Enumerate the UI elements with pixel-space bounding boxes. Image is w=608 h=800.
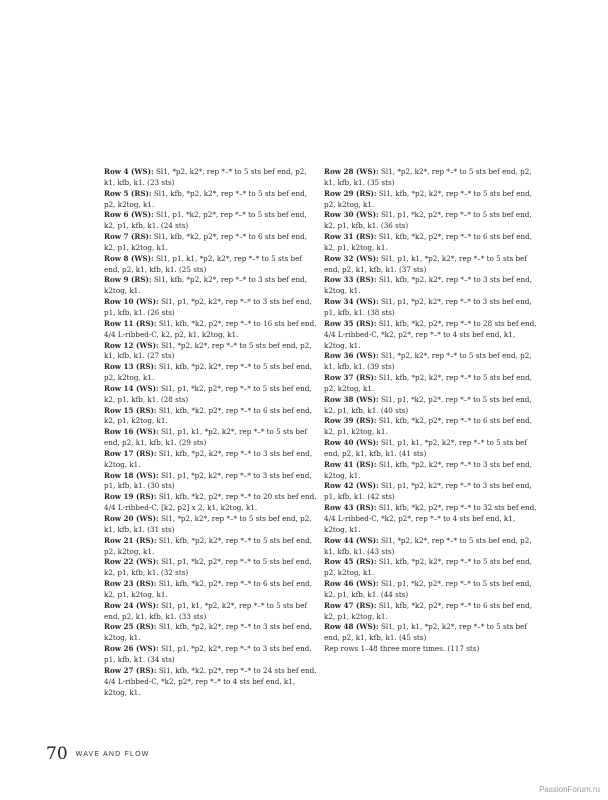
pattern-row bbox=[104, 362, 318, 384]
pattern-row bbox=[324, 601, 538, 623]
row-label: Row 7 (RS): bbox=[104, 232, 152, 242]
row-text: Sl1, p1, *p2, k2*, rep *–* to 3 sts bef end, p1, kfb, k1. (34 sts) bbox=[104, 644, 312, 664]
row-label: Row 10 (WS): bbox=[104, 297, 159, 307]
row-text: Sl1, kfb, *p2, k2*, rep *–* to 5 sts bef end, p2, k2tog, k1. bbox=[104, 535, 312, 556]
row-label: Row 36 (WS): bbox=[324, 351, 379, 361]
row-label: Row 18 (WS): bbox=[104, 470, 159, 480]
row-text: Sl1, kfb, *p2, k2*, rep *–* to 5 sts bef end, p2, k2tog, k1. bbox=[104, 188, 307, 209]
pattern-row bbox=[324, 167, 538, 189]
repeat-instruction bbox=[324, 644, 538, 655]
row-text: Rep rows 1–48 three more times. (117 sts) bbox=[324, 644, 480, 654]
page-footer bbox=[46, 744, 150, 764]
row-text: Sl1, kfb, *p2, k2*, rep *–* to 3 sts bef end, k2tog, k1. bbox=[104, 448, 312, 469]
row-text: Sl1, kfb, *k2, p2*, rep *–* to 32 sts bef end, 4/4 L-ribbed-C, *k2, p2*, rep *–* to 4 sts bef end, k1, k2tog, k1. bbox=[324, 503, 537, 534]
watermark: PassionForum.ru bbox=[539, 785, 600, 794]
row-text: Sl1, kfb, *k2, p2*, rep *–* to 6 sts bef end, k2, p1, k2tog, k1. bbox=[324, 416, 532, 437]
row-label: Row 4 (WS): bbox=[104, 167, 154, 176]
pattern-row bbox=[104, 427, 318, 449]
row-text: Sl1, p1, *k2, p2*, rep *–* to 5 sts bef end, k2, p1, kfb, k1. (44 sts) bbox=[324, 579, 532, 599]
row-text: Sl1, kfb, *k2, p2*, rep *–* to 6 sts bef end, k2, p1, k2tog, k1. bbox=[324, 232, 532, 252]
row-label: Row 13 (RS): bbox=[104, 362, 157, 372]
row-label: Row 17 (RS): bbox=[104, 448, 157, 458]
row-label: Row 5 (RS): bbox=[104, 188, 152, 198]
row-label: Row 46 (WS): bbox=[324, 579, 379, 589]
row-text: Sl1, *p2, k2*, rep *–* to 5 sts bef end, p2, k1, kfb, k1. (23 sts) bbox=[104, 167, 307, 187]
row-text: Sl1, kfb, *p2, k2*, rep *–* to 5 sts bef end, p2, k2tog, k1. bbox=[324, 373, 532, 393]
row-text: Sl1, p1, k1, *p2, k2*, rep *–* to 5 sts bef end, p2, k1, kfb, k1. (33 sts) bbox=[104, 600, 308, 621]
row-text: Sl1, *p2, k2*, rep *–* to 5 sts bef end, p2, k1, kfb, k1. (43 sts) bbox=[324, 535, 532, 556]
pattern-row bbox=[324, 210, 538, 232]
row-label: Row 24 (WS): bbox=[104, 600, 159, 610]
row-label: Row 41 (RS): bbox=[324, 459, 377, 469]
pattern-row bbox=[104, 254, 318, 276]
row-label: Row 26 (WS): bbox=[104, 644, 159, 654]
row-text: Sl1, kfb, *k2, p2*, rep *–* to 6 sts bef end, k2, p1, k2tog, k1. bbox=[324, 600, 532, 621]
pattern-row bbox=[324, 275, 538, 297]
row-label: Row 31 (RS): bbox=[324, 232, 377, 242]
pattern-row bbox=[104, 189, 318, 211]
row-label: Row 23 (RS): bbox=[104, 579, 157, 589]
row-text: Sl1, kfb, *k2, p2*, rep *–* to 20 sts bef end, 4/4 L-ribbed-C, [k2, p2] x 2, k1, k2tog, k1. bbox=[104, 492, 317, 513]
pattern-row bbox=[324, 536, 538, 558]
row-text: Sl1, kfb, *k2, p2*, rep *–* to 16 sts bef end, 4/4 L-ribbed-C, k2, p2, k1, k2tog, k1. bbox=[104, 318, 317, 339]
pattern-row bbox=[104, 232, 318, 254]
row-label: Row 43 (RS): bbox=[324, 503, 377, 513]
row-label: Row 32 (WS): bbox=[324, 253, 379, 263]
pattern-row bbox=[104, 471, 318, 493]
row-label: Row 29 (RS): bbox=[324, 188, 377, 198]
row-label: Row 39 (RS): bbox=[324, 416, 377, 426]
row-text: Sl1, kfb, *p2, k2*, rep *–* to 5 sts bef end, p2, k2tog, k1. bbox=[324, 557, 532, 578]
pattern-row bbox=[104, 536, 318, 558]
row-text: Sl1, p1, *k2, p2*, rep *–* to 5 sts bef end, k2, p1, kfb, k1. (36 sts) bbox=[324, 210, 532, 231]
row-text: Sl1, kfb, *p2, k2*, rep *–* to 3 sts bef end, k2tog, k1. bbox=[324, 459, 532, 480]
row-label: Row 34 (WS): bbox=[324, 297, 379, 307]
row-text: Sl1, kfb, *p2, k2*, rep *–* to 5 sts bef end, p2, k2tog, k1. bbox=[104, 362, 312, 383]
row-label: Row 16 (WS): bbox=[104, 427, 159, 437]
pattern-row bbox=[104, 297, 318, 319]
row-text: Sl1, p1, k1, *p2, k2*, rep *–* to 5 sts bef end, p2, k1, kfb, k1. (45 sts) bbox=[324, 622, 528, 643]
row-text: Sl1, kfb, *k2, p2*, rep *–* to 24 sts bef end, 4/4 L-ribbed-C, *k2, p2*, rep *–* to 4 sts bef end, k1, k2tog, k1. bbox=[104, 665, 317, 697]
row-text: Sl1, *p2, k2*, rep *–* to 5 sts bef end, p2, k1, kfb, k1. (27 sts) bbox=[104, 340, 312, 361]
row-label: Row 19 (RS): bbox=[104, 492, 157, 502]
pattern-row bbox=[104, 275, 318, 297]
pattern-row bbox=[324, 481, 538, 503]
pattern-row bbox=[324, 319, 538, 352]
pattern-row bbox=[324, 416, 538, 438]
pattern-row bbox=[324, 579, 538, 601]
row-label: Row 44 (WS): bbox=[324, 535, 379, 545]
row-label: Row 11 (RS): bbox=[104, 318, 157, 328]
pattern-row bbox=[324, 232, 538, 254]
pattern-row bbox=[324, 622, 538, 644]
row-label: Row 48 (WS): bbox=[324, 622, 379, 632]
row-text: Sl1, p1, *k2, p2*, rep *–* to 5 sts bef end, k2, p1, kfb, k1. (28 sts) bbox=[104, 383, 312, 404]
pattern-row bbox=[104, 449, 318, 471]
row-label: Row 40 (WS): bbox=[324, 438, 379, 448]
pattern-row bbox=[324, 189, 538, 211]
row-text: Sl1, kfb, *p2, k2*, rep *–* to 3 sts bef end, k2tog, k1. bbox=[104, 275, 307, 296]
row-text: Sl1, p1, *p2, k2*, rep *–* to 3 sts bef end, p1, kfb, k1. (42 sts) bbox=[324, 481, 532, 502]
row-label: Row 25 (RS): bbox=[104, 622, 157, 632]
row-label: Row 47 (RS): bbox=[324, 600, 377, 610]
row-text: Sl1, kfb, *p2, k2*, rep *–* to 5 sts bef end, p2, k2tog, k1. bbox=[324, 188, 532, 209]
row-label: Row 12 (WS): bbox=[104, 340, 159, 350]
instructions-left-column bbox=[104, 167, 318, 698]
row-label: Row 20 (WS): bbox=[104, 514, 159, 523]
row-text: Sl1, p1, *k2, p2*, rep *–* to 5 sts bef end, k2, p1, kfb, k1. (24 sts) bbox=[104, 210, 307, 231]
row-label: Row 27 (RS): bbox=[104, 665, 157, 675]
row-text: Sl1, kfb, *k2, p2*, rep *–* to 28 sts bef end, 4/4 L-ribbed-C, *k2, p2*, rep *–* to 4 sts bef end, k1, k2tog, k1. bbox=[324, 318, 537, 350]
row-text: Sl1, *p2, k2*, rep *–* to 5 sts bef end, p2, k1, kfb, k1. (31 sts) bbox=[104, 514, 312, 534]
row-label: Row 14 (WS): bbox=[104, 383, 159, 393]
row-text: Sl1, kfb, *p2, k2*, rep *–* to 3 sts bef end, k2tog, k1. bbox=[104, 622, 312, 643]
row-text: Sl1, kfb, *p2, k2*, rep *–* to 3 sts bef end, k2tog, k1. bbox=[324, 275, 532, 296]
instructions-right-column bbox=[324, 167, 538, 655]
row-text: Sl1, p1, k1, *p2, k2*, rep *–* to 5 sts bef end, p2, k1, kfb, k1. (37 sts) bbox=[324, 253, 528, 274]
pattern-row bbox=[104, 492, 318, 514]
pattern-row bbox=[104, 579, 318, 601]
row-label: Row 8 (WS): bbox=[104, 253, 154, 263]
row-text: Sl1, *p2, k2*, rep *–* to 5 sts bef end, p2, k1, kfb, k1. (35 sts) bbox=[324, 167, 532, 187]
row-label: Row 15 (RS): bbox=[104, 405, 157, 415]
pattern-row bbox=[324, 297, 538, 319]
pattern-row bbox=[104, 557, 318, 579]
pattern-row bbox=[104, 384, 318, 406]
pattern-row bbox=[104, 601, 318, 623]
row-text: Sl1, p1, *k2, p2*, rep *–* to 5 sts bef end, k2, p1, kfb, k1. (32 sts) bbox=[104, 557, 312, 578]
row-label: Row 9 (RS): bbox=[104, 275, 152, 285]
row-label: Row 21 (RS): bbox=[104, 535, 157, 545]
pattern-row bbox=[324, 395, 538, 417]
pattern-row bbox=[104, 406, 318, 428]
pattern-row bbox=[324, 503, 538, 536]
pattern-row bbox=[324, 373, 538, 395]
row-label: Row 45 (RS): bbox=[324, 557, 377, 567]
pattern-row bbox=[104, 167, 318, 189]
row-text: Sl1, p1, k1, *p2, k2*, rep *–* to 5 sts bef end, p2, k1, kfb, k1. (25 sts) bbox=[104, 253, 303, 274]
row-text: Sl1, p1, k1, *p2, k2*, rep *–* to 5 sts bef end, p2, k1, kfb, k1. (41 sts) bbox=[324, 438, 528, 458]
row-text: Sl1, kfb, *k2, p2*, rep *–* to 6 sts bef end, k2, p1, k2tog, k1. bbox=[104, 405, 312, 426]
pattern-row bbox=[104, 644, 318, 666]
row-label: Row 33 (RS): bbox=[324, 275, 377, 285]
row-label: Row 28 (WS): bbox=[324, 167, 379, 176]
pattern-row bbox=[324, 351, 538, 373]
row-text: Sl1, p1, *p2, k2*, rep *–* to 3 sts bef end, p1, kfb, k1. (38 sts) bbox=[324, 297, 532, 317]
row-label: Row 30 (WS): bbox=[324, 210, 379, 220]
row-label: Row 38 (WS): bbox=[324, 394, 379, 404]
pattern-row bbox=[324, 254, 538, 276]
row-text: Sl1, p1, *p2, k2*, rep *–* to 3 sts bef end, p1, kfb, k1. (30 sts) bbox=[104, 470, 312, 491]
row-label: Row 35 (RS): bbox=[324, 318, 377, 328]
row-text: Sl1, p1, *p2, k2*, rep *–* to 3 sts bef end, p1, kfb, k1. (26 sts) bbox=[104, 297, 312, 317]
pattern-row bbox=[104, 341, 318, 363]
row-text: Sl1, p1, *k2, p2*, rep *–* to 5 sts bef end, k2, p1, kfb, k1. (40 sts) bbox=[324, 394, 532, 415]
pattern-row bbox=[104, 666, 318, 699]
pattern-row bbox=[104, 210, 318, 232]
pattern-row bbox=[324, 460, 538, 482]
row-text: Sl1, p1, k1, *p2, k2*, rep *–* to 5 sts bef end, p2, k1, kfb, k1. (29 sts) bbox=[104, 427, 308, 448]
pattern-row bbox=[324, 438, 538, 460]
row-label: Row 22 (WS): bbox=[104, 557, 159, 567]
pattern-row bbox=[324, 557, 538, 579]
pattern-row bbox=[104, 319, 318, 341]
row-label: Row 37 (RS): bbox=[324, 373, 377, 383]
row-text: Sl1, kfb, *k2, p2*, rep *–* to 6 sts bef end, k2, p1, k2tog, k1. bbox=[104, 579, 312, 599]
row-label: Row 6 (WS): bbox=[104, 210, 154, 220]
pattern-row bbox=[104, 622, 318, 644]
page-number: 70 bbox=[46, 744, 68, 764]
section-title: WAVE AND FLOW bbox=[75, 751, 150, 758]
row-text: Sl1, kfb, *k2, p2*, rep *–* to 6 sts bef end, k2, p1, k2tog, k1. bbox=[104, 232, 307, 252]
row-text: Sl1, *p2, k2*, rep *–* to 5 sts bef end, p2, k1, kfb, k1. (39 sts) bbox=[324, 351, 532, 372]
pattern-row bbox=[104, 514, 318, 536]
row-label: Row 42 (WS): bbox=[324, 481, 379, 491]
